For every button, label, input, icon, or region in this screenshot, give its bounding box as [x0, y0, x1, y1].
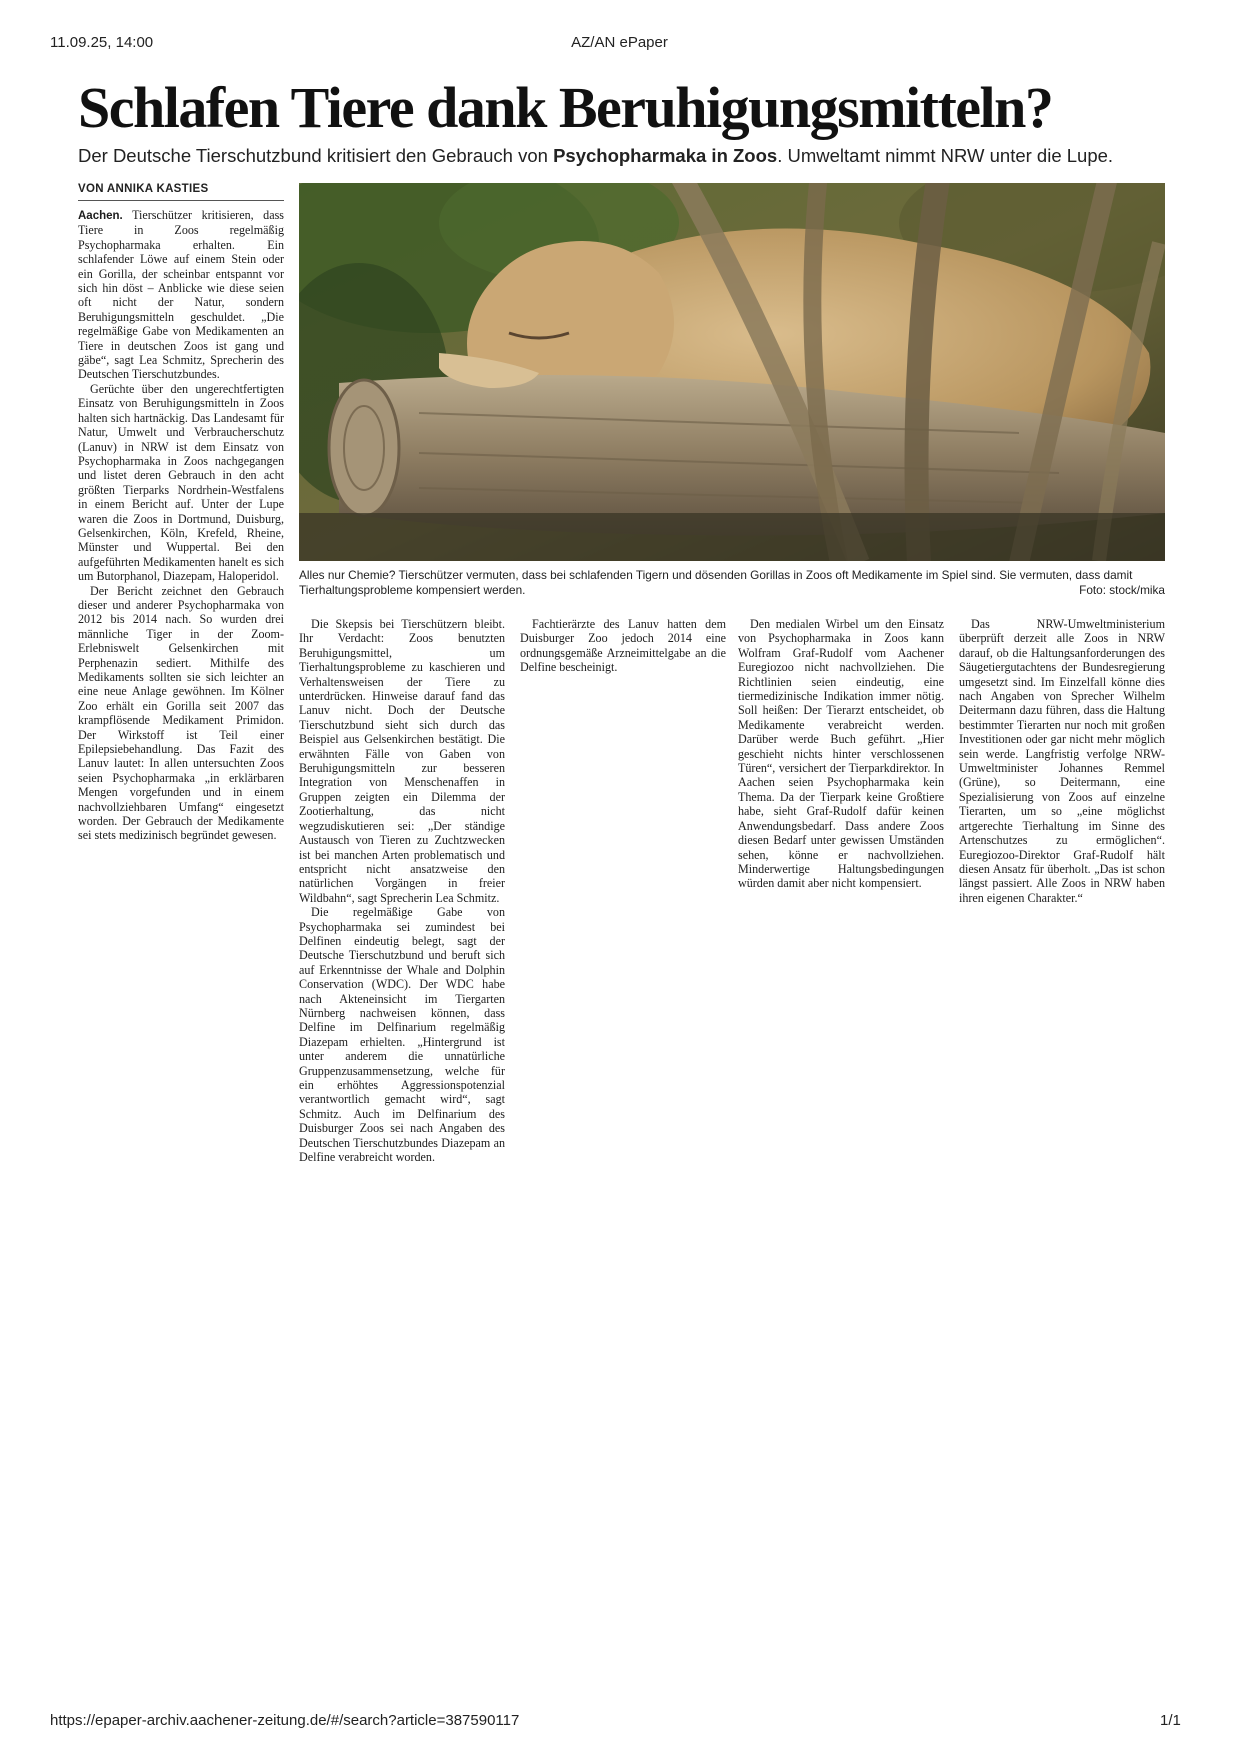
- source-url-link[interactable]: https://epaper-archiv.aachener-zeitung.de/#/search?article=387590117: [50, 1712, 520, 1729]
- article-column-4: [738, 617, 944, 891]
- photo-caption-text: Alles nur Chemie? Tierschützer vermuten, dass bei schlafenden Tigern und dösenden Gorillas in Zoos oft Medikamente im Spiel sind. Sie vermuten, dass damit Tierhaltungsprobleme kompensiert werden.: [299, 568, 1133, 597]
- article-paragraph: Die regelmäßige Gabe von Psychopharmaka sei zumindest bei Delfinen eindeutig belegt, sagt der Deutsche Tierschutzbund und beruft sich auf Erkenntnisse der Whale and Dolphin Conservation (WDC). Der WDC habe nach Akteneinsicht im Tiergarten Nürnberg nachweisen können, dass Delfine im Delfinarium regelmäßig Diazepam erhielten. „Hintergrund ist unter anderem die unnatürliche Gruppenzusammensetzung, welche für ein erhöhtes Aggressionspotenzial verantwortlich gemacht wird“, sagt Schmitz. Auch im Delfinarium des Duisburger Zoos sei nach Angaben des Deutschen Tierschutzbundes Diazepam an Delfine verabreicht worden.: [299, 905, 505, 1165]
- article-subheadline: [78, 144, 1168, 168]
- article-paragraph: Den medialen Wirbel um den Einsatz von Psychopharmaka in Zoos kann Wolfram Graf-Rudolf vom Aachener Euregiozoo nicht nachvollziehen. Die Richtlinien seien eindeutig, eine tiermedizinische Indikation immer nötig. Soll heißen: Der Tierarzt entscheidet, ob Medikamente verabreicht werden. Darüber werde Buch geführt. „Hier geschieht nichts hinter verschlossenen Türen“, versichert der Tierparkdirektor. In Aachen seien Psychopharmaka kein Thema. Da der Tierpark keine Großtiere habe, sieht Graf-Rudolf dafür keinen Anwendungsbedarf. Dass andere Zoos diesen Bedarf unter gewissen Umständen sehen, könne er nachvollziehen. Minderwertige Haltungsbedingungen würden damit aber nicht kompensiert.: [738, 617, 944, 891]
- article-paragraph: Gerüchte über den ungerechtfertigten Einsatz von Beruhigungsmitteln in Zoos halten sich hartnäckig. Das Landesamt für Natur, Umwelt und Verbraucherschutz (Lanuv) in NRW ist dem Einsatz von Psychopharmaka in Zoos nachgegangen und listet deren Gebrauch in den acht größten Tierparks Nordrhein-Westfalens in einem Bericht auf. Unter der Lupe waren die Zoos in Dortmund, Duisburg, Gelsenkirchen, Köln, Krefeld, Rheine, Münster und Wuppertal. Bei den aufgeführten Medikamenten hanelt es sich um Butorphanol, Diazepam, Haloperidol.: [78, 381, 284, 584]
- article-column-2: [299, 617, 505, 1164]
- article-byline: VON ANNIKA KASTIES: [78, 183, 284, 201]
- subheadline-text-bold: Psychopharmaka in Zoos: [553, 145, 778, 166]
- article-paragraph: [78, 208, 284, 382]
- article-paragraph: Fachtierärzte des Lanuv hatten dem Duisburger Zoo jedoch 2014 eine ordnungsgemäße Arzneimittelgabe an die Delfine bescheinigt.: [520, 617, 726, 675]
- article-headline: Schlafen Tiere dank Beruhigungsmitteln?: [78, 75, 1053, 140]
- article-column-1: [78, 208, 284, 843]
- photo-caption: [299, 568, 1165, 597]
- lioness-sleeping-on-log-photo: [299, 183, 1165, 561]
- subheadline-text-pre: Der Deutsche Tierschutzbund kritisiert den Gebrauch von: [78, 145, 554, 166]
- article-paragraph-text: Tierschützer kritisieren, dass Tiere in Zoos regelmäßig Psychopharmaka erhalten. Ein schlafender Löwe auf einem Stein oder ein Gorilla, der scheinbar entspannt vor sich hin döst – Anblicke wie diese seien oft nicht der Natur, sondern Beruhigungsmitteln geschuldet. „Die regelmäßige Gabe von Medikamenten an Tiere in deutschen Zoos ist gang und gäbe“, sagt Lea Schmitz, Sprecherin des Deutschen Tierschutzbundes.: [78, 208, 284, 382]
- article-paragraph: Das NRW-Umweltministerium überprüft derzeit alle Zoos in NRW darauf, ob die Haltungsanforderungen des Säugetiergutachtens der Bundesregierung umgesetzt sind. Im Einzelfall könne dies nach Angaben von Sprecher Wilhelm Deitermann dazu führen, dass die Haltung bestimmter Tierarten nur noch mit großen Investitionen oder gar nicht mehr möglich sein werde. Langfristig verfolge NRW-Umweltminister Johannes Remmel (Grüne), so Deitermann, eine Spezialisierung von Zoos auf einzelne Tierarten, um so „eine möglichst artgerechte Tierhaltung im Sinne des Artenschutzes zu ermöglichen“. Euregiozoo-Direktor Graf-Rudolf hält diesen Ansatz für überholt. „Das ist schon längst passiert. Alle Zoos in NRW haben ihren eigenen Charakter.“: [959, 617, 1165, 905]
- article-paragraph: Die Skepsis bei Tierschützern bleibt. Ihr Verdacht: Zoos benutzten Beruhigungsmittel, um Tierhaltungsprobleme zu kaschieren und Verhaltensweisen der Tiere zu unterdrücken. Hinweise darauf fand das Lanuv nicht. Doch der Deutsche Tierschutzbund sieht sich durch das Beispiel aus Gelsenkirchen bestätigt. Die erwähnten Fälle von Gaben von Beruhigungsmitteln zur besseren Integration von Menschenaffen in Gruppen zeigten ein Dilemma der Zootierhaltung, das nicht wegzudiskutieren sei: „Der ständige Austausch von Tieren zu Zuchtzwecken ist bei manchen Arten problematisch und entspricht nicht ansatzweise den natürlichen Vorgängen in freier Wildbahn“, sagt Sprecherin Lea Schmitz.: [299, 617, 505, 905]
- subheadline-text-post: . Umweltamt nimmt NRW unter die Lupe.: [777, 145, 1114, 166]
- print-page-title: AZ/AN ePaper: [571, 34, 668, 51]
- article-dateline: Aachen.: [78, 210, 123, 222]
- page-number: 1/1: [1160, 1712, 1181, 1729]
- print-datetime: 11.09.25, 14:00: [50, 34, 154, 51]
- article-column-5: [959, 617, 1165, 905]
- photo-credit: Foto: stock/mika: [1079, 582, 1165, 597]
- article-paragraph: Der Bericht zeichnet den Gebrauch dieser und anderer Psychopharmaka von 2012 bis 2014 nach. So wurden drei männliche Tiger in der Zoom-Erlebniswelt Gelsenkirchen mit Perphenazin sediert. Mithilfe des Medikaments sollten sie sich leichter an eine neue Anlage gewöhnen. Im Kölner Zoo erhält ein Gorilla seit 2007 das krampflösende Medikament Primidon. Der Wirkstoff ist Teil einer Epilepsiebehandlung. Das Fazit des Lanuv lautet: In allen untersuchten Zoos seien Psychopharmaka „in erklärbaren Mengen vorgefunden und in einem nachvollziehbaren Umfang“ eingesetzt worden. Der Gebrauch der Medikamente sei stets medizinisch begründet gewesen.: [78, 583, 284, 843]
- article-column-3: [520, 617, 726, 675]
